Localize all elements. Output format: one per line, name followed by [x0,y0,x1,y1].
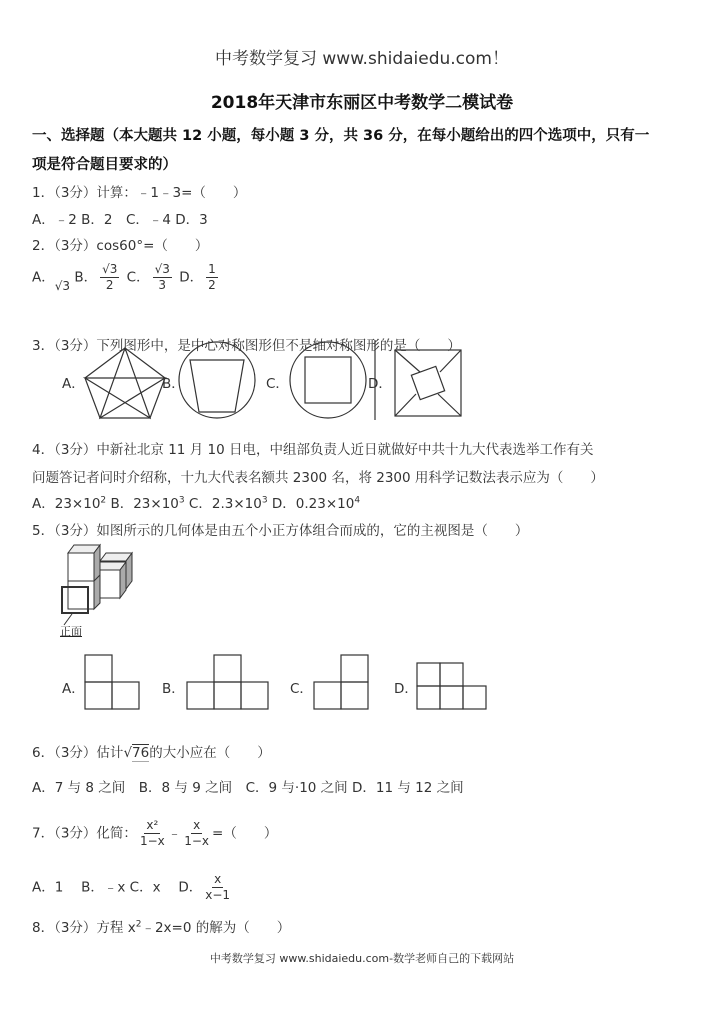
q4-options: A．$23\times 10^2$ B．$23\times 10^3$ C．$2.3\times 10^3$ D．$0.23\times 10^4$ [32,495,361,512]
q7-options: A．1 B．﹣x C．x D． $\frac{x}{x-1}$ [32,872,231,902]
option-label: A． [62,376,85,392]
option-d-view [417,663,486,709]
option-c-fraction: $\frac{√3}{3}$ [154,262,170,292]
option-label: D． [179,269,204,286]
option-label: B． [162,681,185,697]
option-a-view [85,655,139,709]
option-b-view [187,655,268,709]
option-label: C． [290,681,313,697]
page-header: 中考数学复习 www.shidaiedu.com！ [215,49,509,69]
option-label: D． [394,681,418,697]
section-heading-cont: 项是符合题目要求的） [32,157,177,173]
q6-stem: 6．（3分）估计√76的大小应在（ ） [32,745,271,761]
option-label: A． [62,681,85,697]
exam-title: 2018年天津市东丽区中考数学二模试卷 [210,93,514,113]
q8-stem: 8．（3分）方程 $x^2﹣2x=0$ 的解为（ ） [32,919,291,936]
option-label: D． [368,376,392,392]
fraction: $\frac{\text{x²}}{1-x}$ [139,818,165,848]
option-label: B． [162,376,185,392]
option-label: B． [74,269,98,286]
option-label: C． [126,269,150,286]
q5-stem: 5．（3分）如图所示的几何体是由五个小正方体组合而成的，它的主视图是（ ） [32,523,529,539]
q1-options: A．﹣2 B．2 C．﹣4 D．3 [32,212,208,228]
option-d-fraction: $\frac{x}{x-1}$ [205,872,231,902]
q1-stem: 1．（3分）计算：﹣1﹣3=（ ） [32,185,247,201]
radicand: 76 [132,745,150,761]
option-b-fraction: $\frac{√3}{2}$ [102,262,118,292]
q7-stem: 7．（3分）化简： $\frac{\text{x²}}{1-x}$ ﹣ $\frac{x}{1-x}$ =（ ） [32,818,278,848]
q2-stem: 2．（3分）cos60°=（ ） [32,238,209,254]
q5-front-label: 正面 [60,625,82,638]
q3-stem: 3．（3分）下列图形中，是中心对称图形但不是轴对称图形的是（ ） [32,338,461,354]
option-a-value: √3 [54,278,71,293]
q4-stem-line1: 4．（3分）中新社北京 11 月 10 日电，中组部负责人近日就做好中共十九大代表选举工作有关 [32,442,594,458]
section-heading: 一、选择题（本大题共 12 小题，每小题 3 分，共 36 分，在每小题给出的四个选项中，只有一 [32,128,650,144]
sqrt-icon: √ [123,745,133,761]
page-footer: 中考数学复习 www.shidaiedu.com-数学老师自己的下载网站 [209,952,515,965]
option-c-view [314,655,368,709]
q6-options: A．7 与 8 之间 B．8 与 9 之间 C．9 与·10 之间 D．11 与 12 之间 [32,780,464,796]
option-d-fraction: $\frac{1}{2}$ [208,262,216,292]
fraction: $\frac{x}{1-x}$ [184,818,210,848]
option-label: A． [32,269,55,286]
q4-stem-line2: 问题答记者问时介绍称，十九大代表名额共 2300 名，将 2300 用科学记数法表示应为（ ） [32,470,604,486]
option-label: C． [266,376,289,392]
